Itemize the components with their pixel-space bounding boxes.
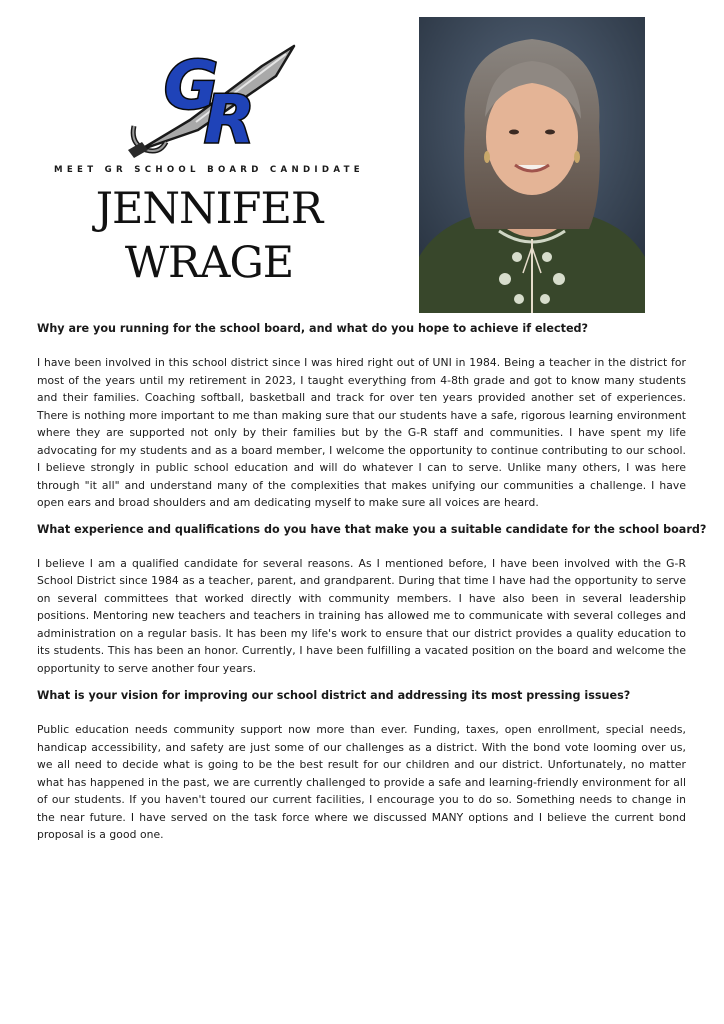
- candidate-first-name: JENNIFER: [95, 184, 323, 234]
- page-eyebrow: MEET GR SCHOOL BOARD CANDIDATE: [54, 165, 364, 175]
- sword-icon: [126, 38, 298, 158]
- logo-letter-r: R: [204, 81, 255, 158]
- question-1: Why are you running for the school board, and what do you hope to achieve if elected?: [37, 322, 589, 335]
- question-3: What is your vision for improving our school district and addressing its most pressing issues?: [37, 689, 631, 702]
- answer-2: I believe I am a qualified candidate for several reasons. As I mentioned before, I have been involved with the G-R School District since 1984 as a teacher, parent, and grandparent. During that time I have had the opportunity to serve on several committees that worked directly with community members. I have also been in several leadership positions. Mentoring new teachers and teachers in training has allowed me to communicate with several colleges and administration on a regular basis. It has been my life's work to ensure that our district provides a quality education to its students. This has been an honor. Currently, I have been fulfilling a vacated position on the board and welcome the opportunity to serve another four years.: [37, 556, 686, 675]
- qa-section: [37, 320, 707, 844]
- answer-3: Public education needs community support now more than ever. Funding, taxes, open enrollment, special needs, handicap accessibility, and safety are just some of our challenges as a district. With the bond vote looming over us, we all need to decide what is going to be the best result for our children and our district. Unfortunately, no matter what has happened in the past, we are currently challenged to provide a safe and learning-friendly environment for all of our students. If you haven't toured our current facilities, I encourage you to do so. Something needs to change in the near future. I have served on the task force where we discussed MANY options and I believe the current bond proposal is a good one.: [37, 723, 686, 841]
- question-2: What experience and qualifications do you have that make you a suitable candidate for the school board?: [37, 522, 707, 536]
- answer-1: I have been involved in this school district since I was hired right out of UNI in 1984. Being a teacher in the district for most of the years until my retirement in 2023, I taught everything from 4-8th grade and got to know many students and their families. Coaching softball, basketball and track for over ten years provided another set of experiences. There is nothing more important to me than making sure that our students have a safe, rigorous learning environment where they are supported not only by their families but by the G-R staff and communities. I have spent my life advocating for my students and as a board member, I welcome the opportunity to continue contributing to our school. I believe strongly in public school education and will do whatever I can to serve. Unlike many others, I was here through "it all" and understand many of the complexities that makes unifying our communities a challenge. I have open ears and broad shoulders and am dedicating myself to make sure all voices are heard.: [37, 356, 686, 509]
- gr-logo: [126, 38, 298, 158]
- candidate-last-name: WRAGE: [124, 238, 294, 288]
- logo-letter-g: G: [164, 47, 219, 124]
- candidate-photo: [419, 17, 645, 313]
